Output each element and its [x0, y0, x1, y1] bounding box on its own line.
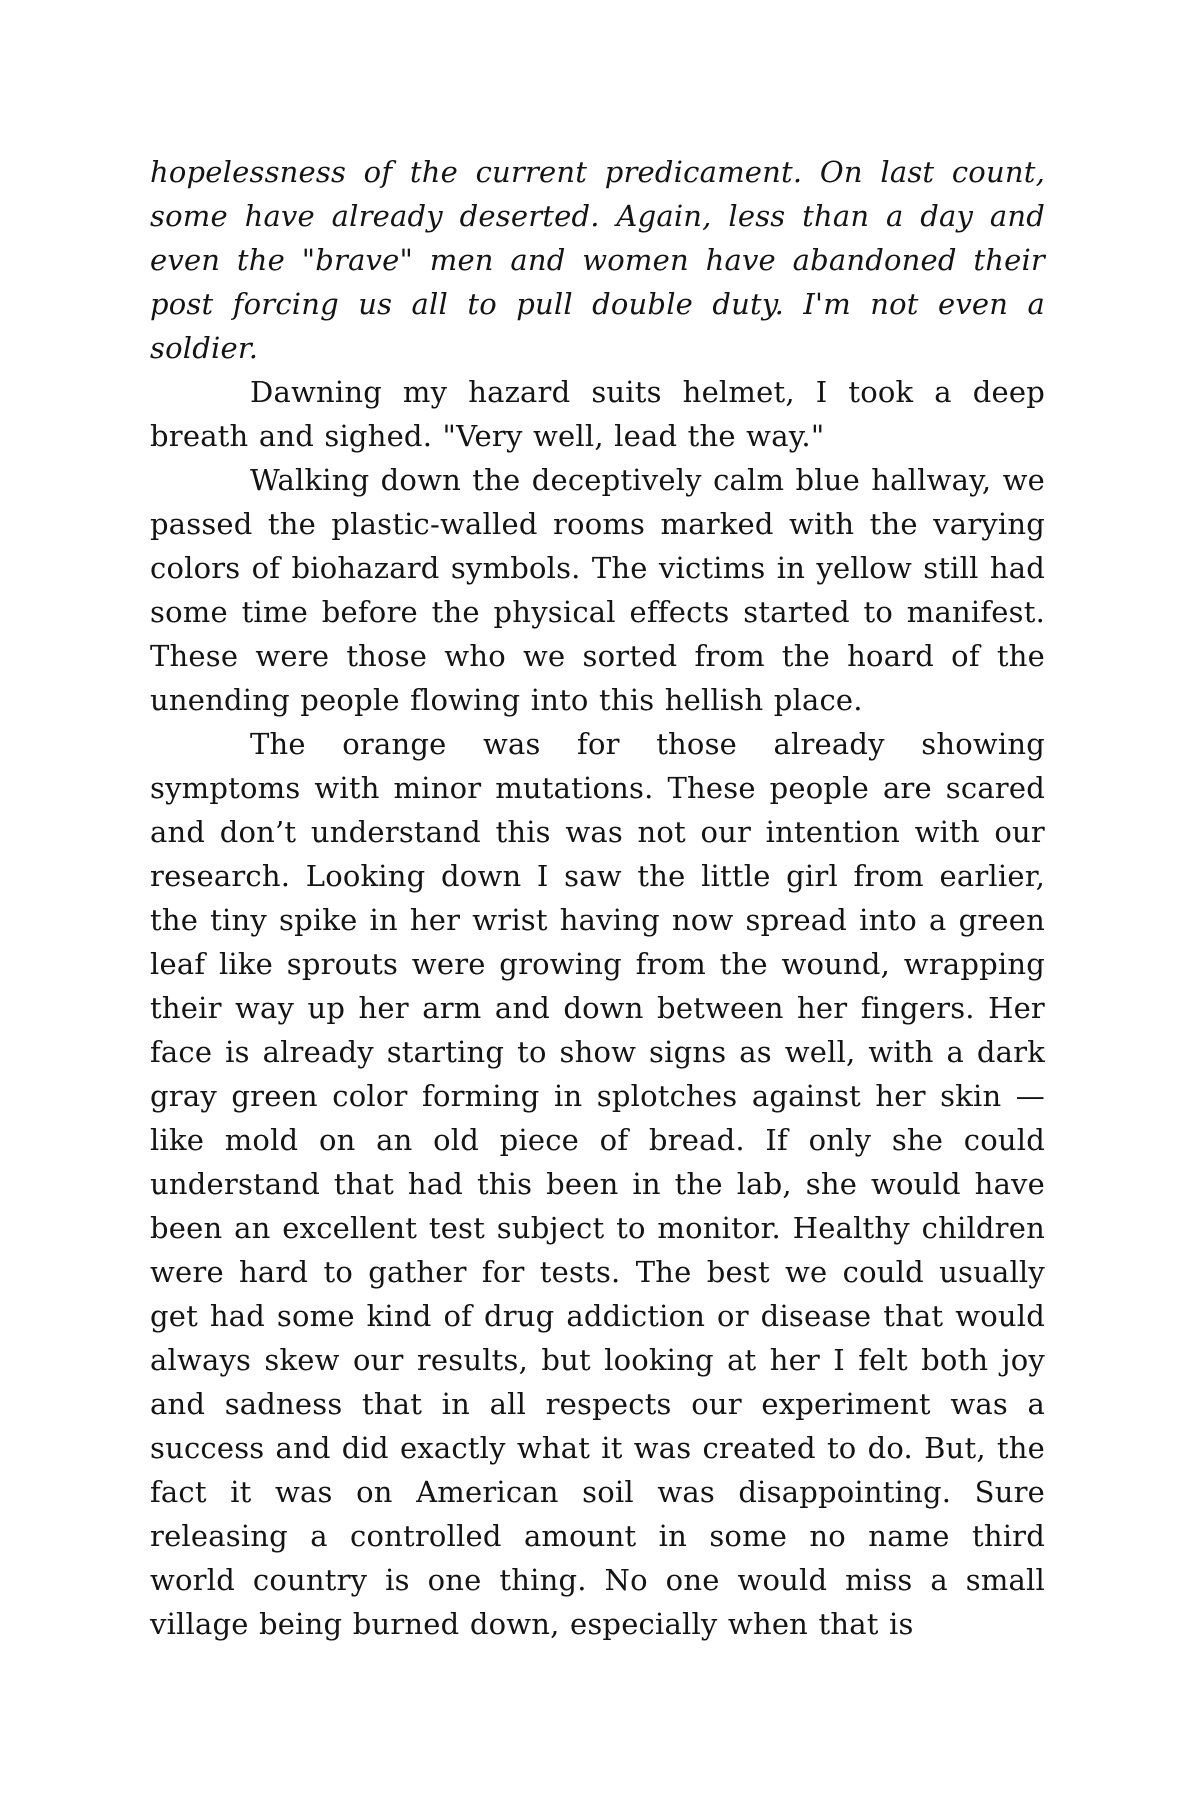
paragraph-italic-intro: hopelessness of the current predicament. On last count, some have already deserted. Again, less than a day and even the "brave" men and women have abandoned their post forcing us all to pull double duty. I'm not even a soldier. [150, 155, 1045, 365]
paragraph-hallway: Walking down the deceptively calm blue hallway, we passed the plastic-walled rooms marked with the varying colors of biohazard symbols. The victims in yellow still had some time before the physical effects started to manifest. These were those who we sorted from the hoard of the unending people flowing into this hellish place. [150, 463, 1045, 717]
paragraph-orange: The orange was for those already showing symptoms with minor mutations. These people are scared and don’t understand this was not our intention with our research. Looking down I saw the little girl from earlier, the tiny spike in her wrist having now spread into a green leaf like sprouts were growing from the wound, wrapping their way up her arm and down between her fingers. Her face is already starting to show signs as well, with a dark gray green color forming in splotches against her skin — like mold on an old piece of bread. If only she could understand that had this been in the lab, she would have been an excellent test subject to monitor. Healthy children were hard to gather for tests. The best we could usually get had some kind of drug addiction or disease that would always skew our results, but looking at her I felt both joy and sadness that in all respects our experiment was a success and did exactly what it was created to do. But, the fact it was on American soil was disappointing. Sure releasing a controlled amount in some no name third world country is one thing. No one would miss a small village being burned down, especially when that is [150, 727, 1045, 1641]
body-text [150, 150, 1045, 1646]
paragraph-helmet: Dawning my hazard suits helmet, I took a deep breath and sighed. "Very well, lead the way." [150, 375, 1045, 453]
